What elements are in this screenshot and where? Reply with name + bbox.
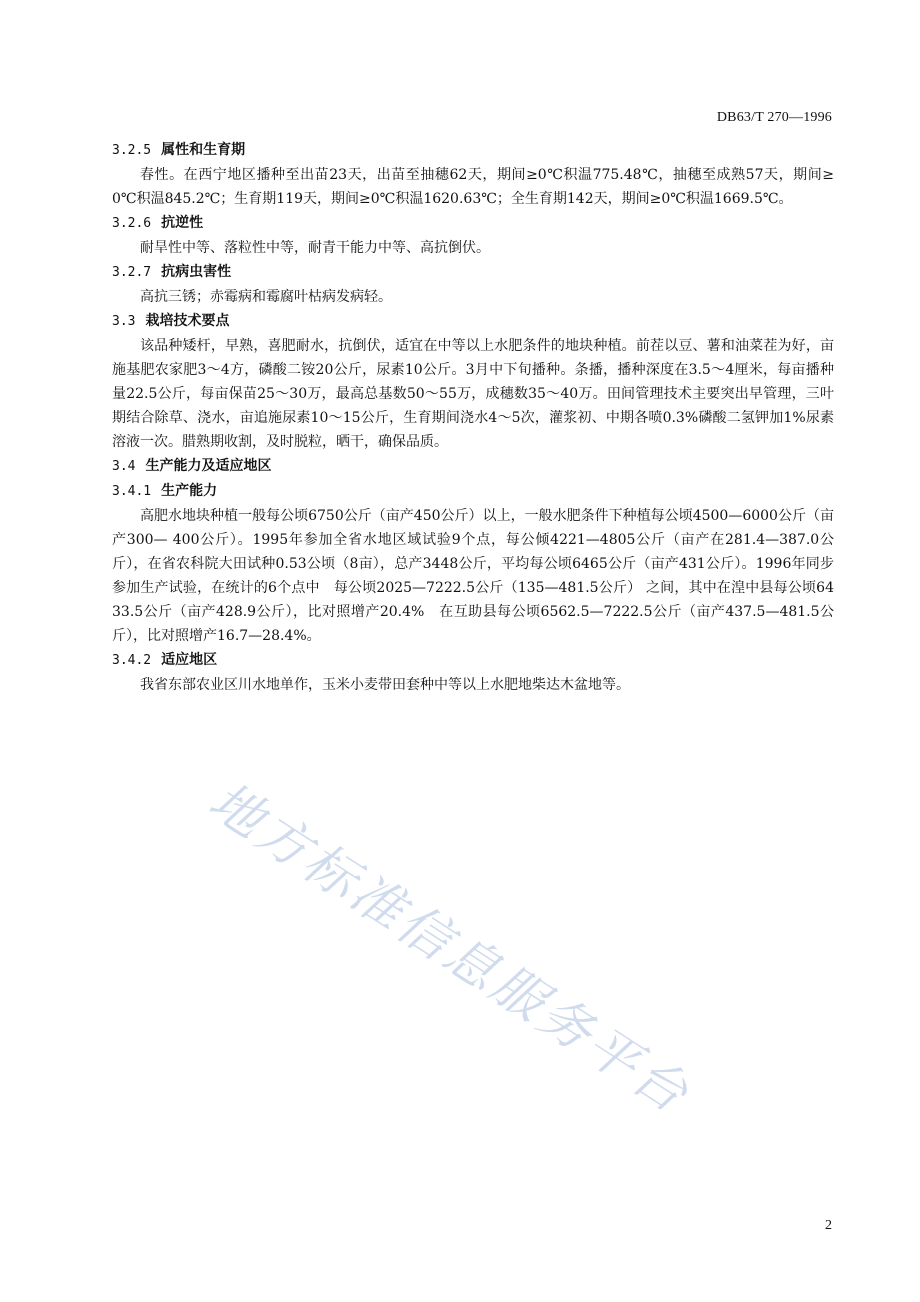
section-title: 生产能力及适应地区 [145,458,272,474]
section-title: 属性和生育期 [161,142,246,158]
section-number: 3.3 [112,314,136,329]
section-paragraph: 高抗三锈；赤霉病和霉腐叶枯病发病轻。 [140,289,392,305]
section-3-4-2 [112,648,834,697]
section-heading [112,479,834,504]
section-heading [112,648,834,673]
section-paragraph: 我省东部农业区川水地单作，玉米小麦带田套种中等以上水肥地柴达木盆地等。 [140,677,630,693]
section-title: 适应地区 [161,652,218,668]
section-3-2-5 [112,138,834,211]
section-paragraph: 春性。在西宁地区播种至出苗23天，出苗至抽穗62天，期间≥0℃积温775.48℃，抽穗至成熟57天，期间≥0℃积温845.2℃；生育期119天，期间≥0℃积温1620.63℃；全生育期142天，期间≥0℃积温1669.5℃。 [112,167,834,207]
page-number: 2 [825,1218,832,1233]
section-number: 3.2.7 [112,265,152,280]
section-paragraph: 耐旱性中等、落粒性中等，耐青干能力中等、高抗倒伏。 [140,240,490,256]
section-heading [112,211,834,236]
section-paragraph: 高肥水地块种植一般每公顷6750公斤（亩产450公斤）以上，一般水肥条件下种植每公顷4500—6000公斤（亩产300— 400公斤）。1995年参加全省水地区域试验9个点，每公倾4221—4805公斤（亩产在281.4—387.0公斤），在省农科院大田试种0.53公顷（8亩），总产3448公斤，平均每公顷6465公斤（亩产431公斤）。1996年同步参加生产试验，在统计的6个点中 每公顷2025—7222.5公斤（135—481.5公斤） 之间，其中在湟中县每公顷6433.5公斤（亩产428.9公斤），比对照增产20.4% 在互助县每公顷6562.5—7222.5公斤（亩产437.5—481.5公斤），比对照增产16.7—28.4%。 [112,508,834,644]
section-title: 生产能力 [161,483,218,499]
section-3-4-1 [112,479,834,648]
section-3-4 [112,454,834,479]
section-number: 3.2.6 [112,216,152,231]
section-3-2-7 [112,260,834,309]
document-code: DB63/T 270—1996 [716,110,832,125]
section-number: 3.4.2 [112,653,152,668]
section-heading [112,260,834,285]
section-heading [112,454,834,479]
section-paragraph: 该品种矮杆，早熟，喜肥耐水，抗倒伏，适宜在中等以上水肥条件的地块种植。前茬以豆、薯和油菜茬为好，亩施基肥农家肥3～4方，磷酸二铵20公斤，尿素10公斤。3月中下旬播种。条播，播种深度在3.5～4厘米，每亩播种量22.5公斤，每亩保苗25～30万，最高总基数50～55万，成穗数35～40万。田间管理技术主要突出早管理，三叶期结合除草、浇水，亩追施尿素10～15公斤，生育期间浇水4～5次，灌浆初、中期各喷0.3%磷酸二氢钾加1%尿素溶液一次。腊熟期收割，及时脱粒，晒干，确保品质。 [112,338,834,450]
section-title: 抗病虫害性 [161,264,232,280]
section-title: 栽培技术要点 [145,313,230,329]
watermark-text: 地方标准信息服务平台 [198,770,701,1127]
section-number: 3.2.5 [112,143,152,158]
section-heading [112,309,834,334]
section-number: 3.4 [112,459,136,474]
section-3-3 [112,309,834,454]
document-body [112,138,834,697]
section-number: 3.4.1 [112,484,152,499]
section-heading [112,138,834,163]
section-title: 抗逆性 [161,215,204,231]
section-3-2-6 [112,211,834,260]
